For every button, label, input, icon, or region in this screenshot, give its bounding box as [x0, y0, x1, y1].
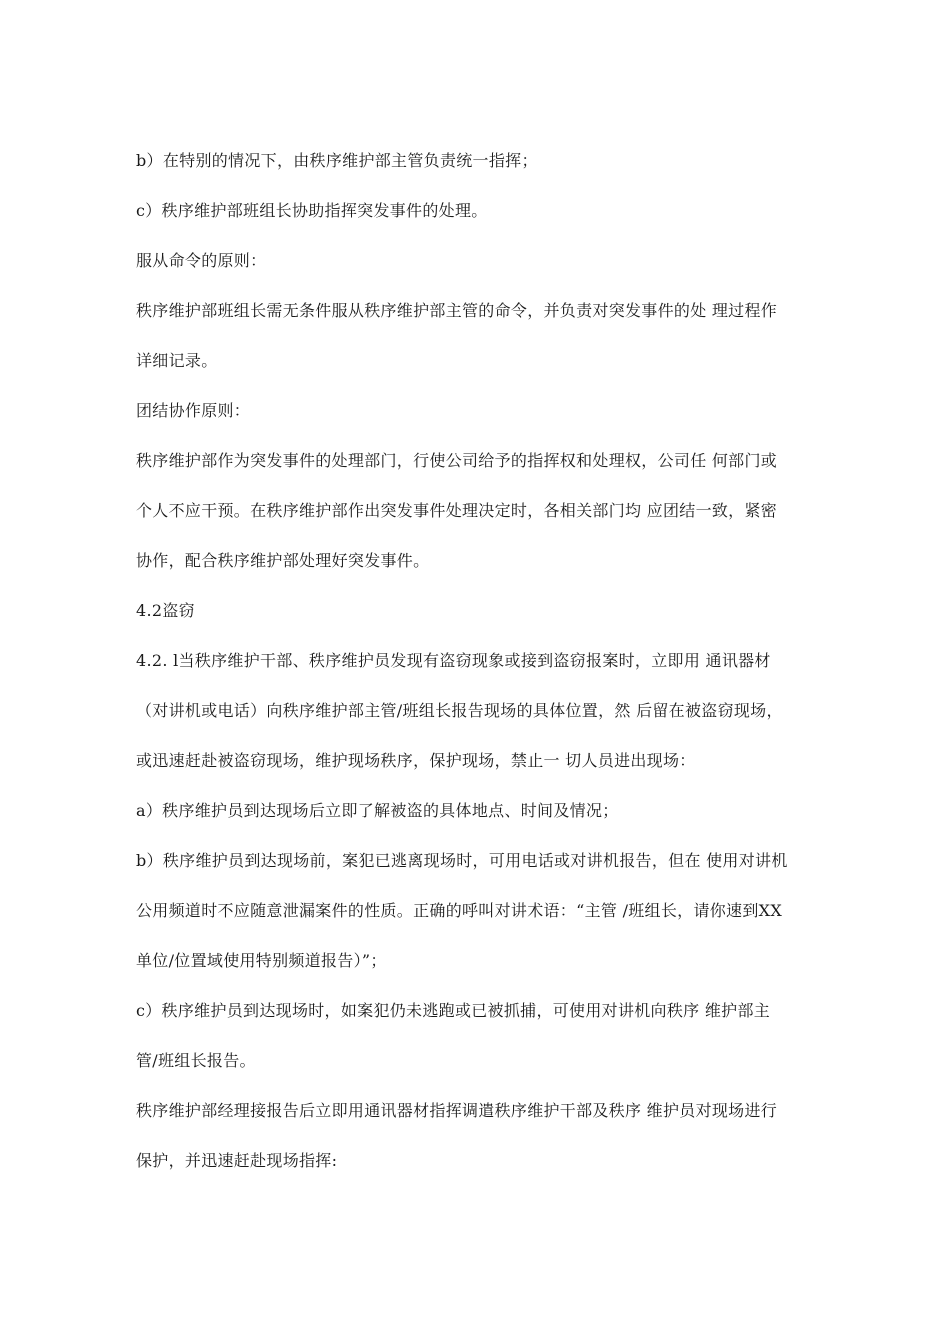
section-heading-theft: 4.2盗窃: [136, 601, 195, 620]
paragraph-line: （对讲机或电话）向秩序维护部主管/班组长报告现场的具体位置，然 后留在被盗窃现场，: [136, 701, 783, 720]
list-item-b-command: b）在特别的情况下，由秩序维护部主管负责统一指挥；: [136, 151, 538, 170]
paragraph-line: 保护，并迅速赶赴现场指挥:: [136, 1151, 338, 1170]
section-heading-teamwork: 团结协作原则：: [136, 401, 251, 420]
paragraph-line: 秩序维护部经理接报告后立即用通讯器材指挥调遣秩序维护干部及秩序 维护员对现场进行: [136, 1101, 778, 1120]
paragraph-line: 单位/位置域使用特别频道报告）”；: [136, 951, 387, 970]
paragraph-line: 或迅速赶赴被盗窃现场，维护现场秩序，保护现场，禁止一 切人员进出现场：: [136, 751, 696, 770]
section-heading-obey-orders: 服从命令的原则：: [136, 251, 267, 270]
paragraph-line: 详细记录。: [136, 351, 218, 370]
paragraph-line: 4.2. l当秩序维护干部、秩序维护员发现有盗窃现象或接到盗窃报案时，立即用 通讯器材: [136, 651, 771, 670]
list-item-c-capture: c）秩序维护员到达现场时，如案犯仍未逃跑或已被抓捕，可使用对讲机向秩序 维护部主: [136, 1001, 771, 1020]
paragraph-line: 个人不应干预。在秩序维护部作出突发事件处理决定时，各相关部门均 应团结一致，紧密: [136, 501, 778, 520]
paragraph-line: 公用频道时不应随意泄漏案件的性质。正确的呼叫对讲术语：“主管 /班组长，请你速到XX: [136, 901, 783, 920]
paragraph-line: 管/班组长报告。: [136, 1051, 256, 1070]
list-item-a-scene: a）秩序维护员到达现场后立即了解被盗的具体地点、时间及情况；: [136, 801, 619, 820]
list-item-c-assist: c）秩序维护部班组长协助指挥突发事件的处理。: [136, 201, 488, 220]
list-item-b-report: b）秩序维护员到达现场前，案犯已逃离现场时，可用电话或对讲机报告，但在 使用对讲机: [136, 851, 788, 870]
paragraph-line: 协作，配合秩序维护部处理好突发事件。: [136, 551, 430, 570]
paragraph-line: 秩序维护部作为突发事件的处理部门，行使公司给予的指挥权和处理权，公司任 何部门或: [136, 451, 778, 470]
paragraph-line: 秩序维护部班组长需无条件服从秩序维护部主管的命令，并负责对突发事件的处 理过程作: [136, 301, 778, 320]
